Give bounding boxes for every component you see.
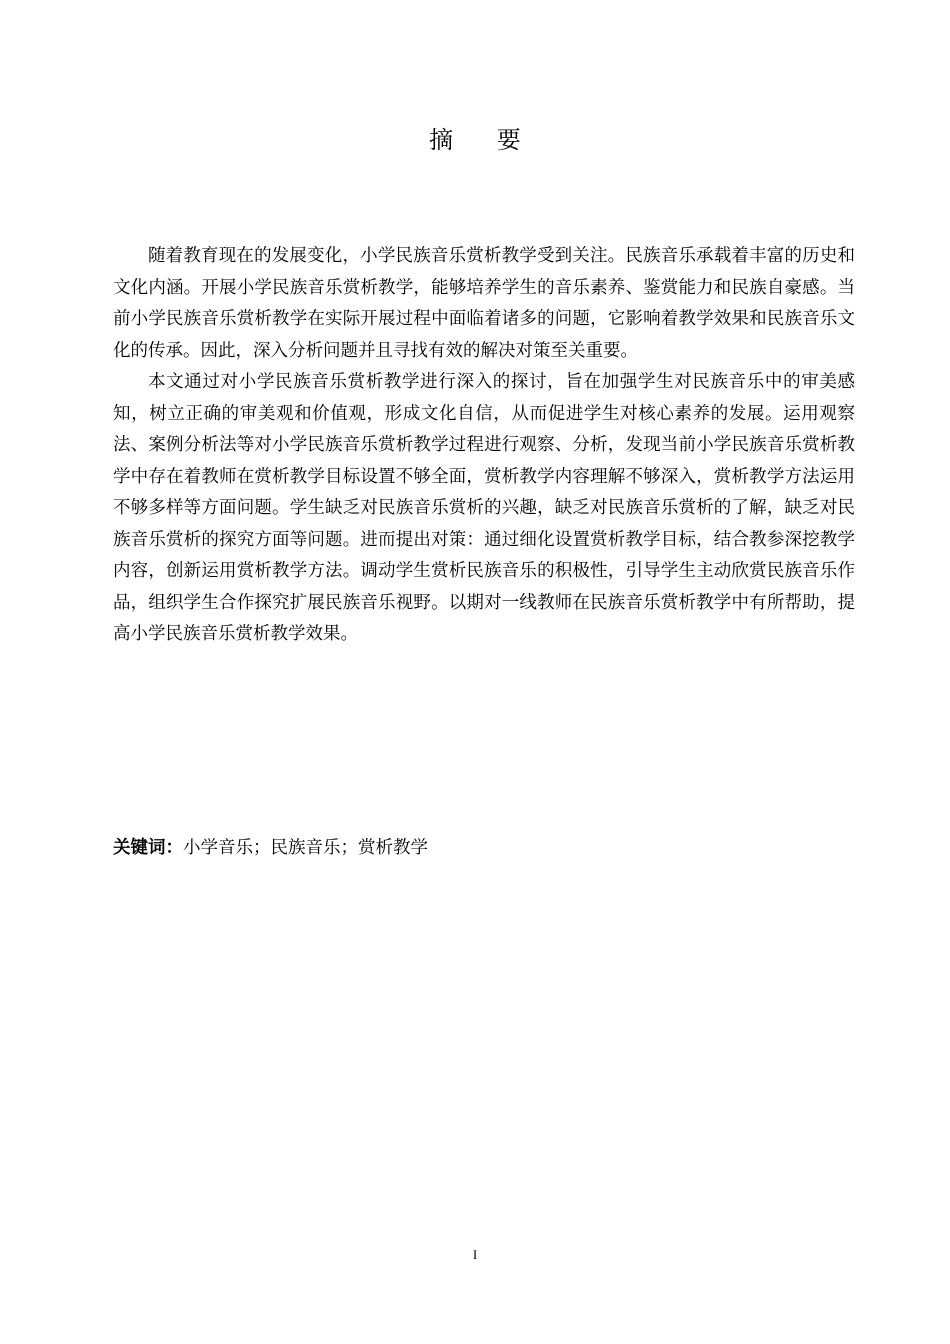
abstract-paragraph-1: 随着教育现在的发展变化，小学民族音乐赏析教学受到关注。民族音乐承载着丰富的历史和文化内涵。开展小学民族音乐赏析教学，能够培养学生的音乐素养、鉴赏能力和民族自豪感。当前小学民族音乐赏析教学在实际开展过程中面临着诸多的问题，它影响着教学效果和民族音乐文化的传承。因此，深入分析问题并且寻找有效的解决对策至关重要。 [113, 246, 855, 361]
keywords-line [113, 833, 855, 863]
page-number: I [472, 1247, 478, 1262]
abstract-body [113, 241, 855, 651]
abstract-paragraph-2: 本文通过对小学民族音乐赏析教学进行深入的探讨，旨在加强学生对民族音乐中的审美感知，树立正确的审美观和价值观，形成文化自信，从而促进学生对核心素养的发展。运用观察法、案例分析法等对小学民族音乐赏析教学过程进行观察、分析，发现当前小学民族音乐赏析教学中存在着教师在赏析教学目标设置不够全面，赏析教学内容理解不够深入，赏析教学方法运用不够多样等方面问题。学生缺乏对民族音乐赏析的兴趣，缺乏对民族音乐赏析的了解，缺乏对民族音乐赏析的探究方面等问题。进而提出对策：通过细化设置赏析教学目标，结合教参深挖教学内容，创新运用赏析教学方法。调动学生赏析民族音乐的积极性，引导学生主动欣赏民族音乐作品，组织学生合作探究扩展民族音乐视野。以期对一线教师在民族音乐赏析教学中有所帮助，提高小学民族音乐赏析教学效果。 [113, 372, 855, 644]
page-title: 摘 要 [429, 126, 539, 154]
keywords-label: 关键词： [113, 838, 183, 858]
keywords-value: 小学音乐；民族音乐；赏析教学 [183, 838, 428, 858]
